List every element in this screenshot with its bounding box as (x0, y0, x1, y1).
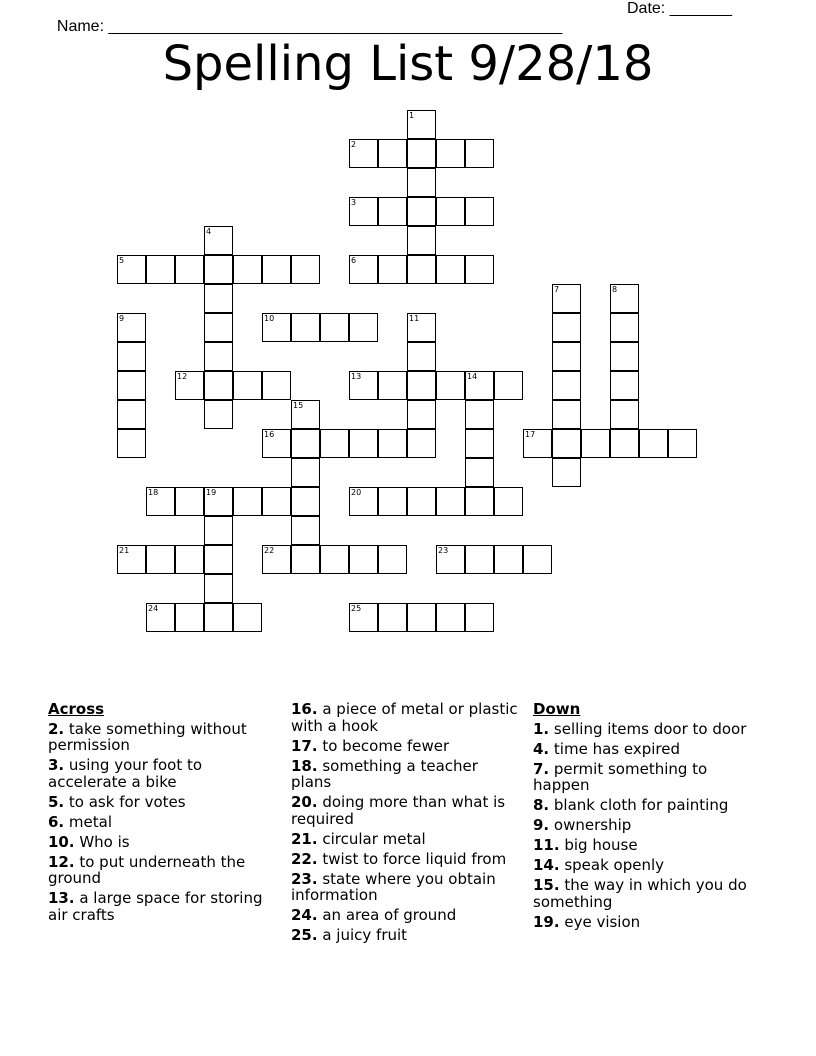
crossword-cell[interactable] (494, 371, 523, 400)
across-clue (48, 814, 273, 831)
crossword-cell[interactable] (204, 255, 233, 284)
crossword-cell[interactable] (291, 255, 320, 284)
clue-text: a large space for storing air crafts (48, 889, 263, 924)
clue-number: 21 (119, 546, 130, 555)
crossword-cell[interactable] (349, 429, 378, 458)
crossword-cell[interactable] (378, 139, 407, 168)
crossword-cell[interactable] (610, 429, 639, 458)
clue-number: 14 (467, 372, 478, 381)
clue-number-label: 16. (291, 700, 318, 718)
crossword-cell[interactable] (436, 487, 465, 516)
crossword-cell[interactable] (204, 545, 233, 574)
clue-number-label: 15. (533, 876, 560, 894)
down-clue (533, 721, 758, 738)
crossword-cell[interactable] (407, 313, 436, 342)
clue-text: using your foot to accelerate a bike (48, 756, 203, 791)
crossword-cell[interactable] (117, 313, 146, 342)
clue-number: 4 (206, 227, 212, 236)
crossword-cell[interactable] (320, 429, 349, 458)
crossword-cell[interactable] (175, 545, 204, 574)
crossword-cell[interactable] (407, 400, 436, 429)
across-clue (291, 794, 521, 827)
down-clue (533, 797, 758, 814)
crossword-cell[interactable] (291, 429, 320, 458)
crossword-cell[interactable] (349, 603, 378, 632)
clue-number: 24 (148, 604, 159, 613)
clue-number-label: 17. (291, 736, 318, 755)
clue-text: to ask for votes (64, 792, 186, 811)
crossword-cell[interactable] (668, 429, 697, 458)
clue-number-label: 3. (48, 756, 65, 774)
clue-number: 18 (148, 488, 159, 497)
crossword-cell[interactable] (436, 603, 465, 632)
crossword-cell[interactable] (146, 545, 175, 574)
crossword-cell[interactable] (204, 603, 233, 632)
crossword-cell[interactable] (291, 487, 320, 516)
clue-number-label: 25. (291, 926, 318, 944)
crossword-cell[interactable] (407, 139, 436, 168)
clue-number: 20 (351, 488, 362, 497)
crossword-cell[interactable] (407, 168, 436, 197)
clue-number: 15 (293, 401, 304, 410)
crossword-cell[interactable] (407, 603, 436, 632)
crossword-cell[interactable] (204, 342, 233, 371)
crossword-cell[interactable] (465, 371, 494, 400)
crossword-cell[interactable] (204, 400, 233, 429)
crossword-cell[interactable] (117, 545, 146, 574)
crossword-cell[interactable] (523, 429, 552, 458)
clue-text: eye vision (559, 912, 641, 931)
crossword-cell[interactable] (233, 371, 262, 400)
crossword-cell[interactable] (378, 371, 407, 400)
crossword-cell[interactable] (117, 371, 146, 400)
down-clue (533, 877, 758, 910)
clue-text: time has expired (549, 739, 680, 758)
clue-text: big house (559, 836, 638, 854)
clue-text: an area of ground (317, 906, 457, 924)
across-clue (48, 854, 273, 887)
crossword-cell[interactable] (204, 516, 233, 545)
clue-number: 23 (438, 546, 449, 555)
crossword-cell[interactable] (291, 458, 320, 487)
down-clue (533, 761, 758, 794)
crossword-cell[interactable] (204, 313, 233, 342)
across-heading: Across (48, 700, 105, 718)
crossword-cell[interactable] (465, 603, 494, 632)
across-clue (48, 890, 273, 923)
crossword-cell[interactable] (610, 371, 639, 400)
crossword-cell[interactable] (465, 487, 494, 516)
crossword-cell[interactable] (407, 487, 436, 516)
crossword-cell[interactable] (378, 487, 407, 516)
crossword-cell[interactable] (407, 226, 436, 255)
crossword-cell[interactable] (349, 313, 378, 342)
crossword-cell[interactable] (639, 429, 668, 458)
clue-number-label: 22. (291, 849, 318, 868)
clue-text: metal (64, 812, 112, 831)
clue-number-label: 7. (533, 759, 550, 778)
across-clues-column-1 (48, 701, 273, 927)
across-clues-column-2 (291, 701, 521, 947)
clue-number-label: 10. (48, 832, 75, 851)
crossword-cell[interactable] (407, 429, 436, 458)
crossword-cell[interactable] (465, 139, 494, 168)
crossword-cell[interactable] (465, 255, 494, 284)
crossword-cell[interactable] (436, 139, 465, 168)
crossword-cell[interactable] (552, 342, 581, 371)
crossword-cell[interactable] (436, 255, 465, 284)
crossword-cell[interactable] (465, 197, 494, 226)
crossword-cell[interactable] (291, 545, 320, 574)
clue-text: a juicy fruit (317, 926, 408, 944)
crossword-cell[interactable] (146, 487, 175, 516)
across-clue (48, 834, 273, 851)
crossword-cell[interactable] (175, 255, 204, 284)
clue-text: something a teacher plans (291, 756, 478, 791)
clue-text: ownership (549, 816, 632, 834)
crossword-cell[interactable] (552, 284, 581, 313)
crossword-cell[interactable] (117, 342, 146, 371)
clue-number-label: 23. (291, 869, 318, 888)
clue-number-label: 6. (48, 812, 65, 831)
clue-number-label: 5. (48, 792, 65, 811)
crossword-cell[interactable] (175, 371, 204, 400)
crossword-cell[interactable] (204, 226, 233, 255)
clue-number-label: 8. (533, 796, 550, 814)
crossword-cell[interactable] (175, 603, 204, 632)
crossword-cell[interactable] (378, 197, 407, 226)
across-clue (48, 794, 273, 811)
clue-number: 11 (409, 314, 420, 323)
crossword-cell[interactable] (349, 255, 378, 284)
clue-number: 13 (351, 372, 362, 381)
clue-number: 19 (206, 488, 217, 497)
crossword-cell[interactable] (349, 197, 378, 226)
crossword-cell[interactable] (262, 429, 291, 458)
crossword-cell[interactable] (233, 487, 262, 516)
clue-number-label: 18. (291, 756, 318, 775)
clue-number-label: 4. (533, 739, 550, 758)
down-clue (533, 914, 758, 931)
clue-number-label: 2. (48, 719, 65, 738)
clue-text: selling items door to door (549, 719, 747, 738)
across-clue (291, 738, 521, 755)
crossword-cell[interactable] (349, 139, 378, 168)
date-field-label: Date: _______ (627, 0, 732, 17)
crossword-cell[interactable] (610, 342, 639, 371)
crossword-cell[interactable] (465, 400, 494, 429)
clue-number-label: 1. (533, 719, 550, 738)
across-clue (291, 758, 521, 791)
name-field-label: Name: ___________________________________________________ (56, 18, 563, 35)
across-clue (291, 701, 521, 734)
crossword-cell[interactable] (349, 545, 378, 574)
crossword-cell[interactable] (407, 255, 436, 284)
crossword-cell[interactable] (291, 516, 320, 545)
clue-number: 10 (264, 314, 275, 323)
crossword-cell[interactable] (436, 545, 465, 574)
crossword-cell[interactable] (204, 371, 233, 400)
clue-number: 6 (351, 256, 357, 265)
clue-text: blank cloth for painting (549, 796, 729, 814)
crossword-cell[interactable] (262, 255, 291, 284)
crossword-cell[interactable] (349, 487, 378, 516)
crossword-cell[interactable] (552, 458, 581, 487)
crossword-cell[interactable] (465, 458, 494, 487)
clue-number-label: 13. (48, 889, 75, 907)
crossword-cell[interactable] (378, 255, 407, 284)
crossword-cell[interactable] (523, 545, 552, 574)
crossword-cell[interactable] (117, 400, 146, 429)
across-clue (291, 871, 521, 904)
crossword-cell[interactable] (146, 603, 175, 632)
crossword-cell[interactable] (407, 342, 436, 371)
crossword-cell[interactable] (117, 429, 146, 458)
crossword-cell[interactable] (349, 371, 378, 400)
clue-number-label: 11. (533, 836, 560, 854)
crossword-cell[interactable] (262, 313, 291, 342)
crossword-cell[interactable] (291, 400, 320, 429)
crossword-cell[interactable] (610, 400, 639, 429)
clue-text: to put underneath the ground (48, 852, 246, 887)
clue-text: the way in which you do something (533, 876, 747, 911)
crossword-cell[interactable] (552, 429, 581, 458)
crossword-cell[interactable] (262, 545, 291, 574)
down-heading: Down (533, 700, 581, 718)
clue-text: a piece of metal or plastic with a hook (291, 700, 518, 735)
across-clue (48, 721, 273, 754)
clue-text: circular metal (317, 829, 426, 848)
clue-text: to become fewer (317, 736, 450, 755)
crossword-cell[interactable] (407, 371, 436, 400)
across-clue (291, 831, 521, 848)
clue-number: 2 (351, 140, 357, 149)
clue-number-label: 12. (48, 852, 75, 871)
crossword-cell[interactable] (117, 255, 146, 284)
clue-number: 22 (264, 546, 275, 555)
clue-text: state where you obtain information (291, 869, 496, 904)
crossword-cell[interactable] (552, 313, 581, 342)
clue-number: 8 (612, 285, 618, 294)
crossword-cell[interactable] (320, 545, 349, 574)
crossword-cell[interactable] (407, 110, 436, 139)
clue-number: 3 (351, 198, 357, 207)
crossword-cell[interactable] (320, 313, 349, 342)
clue-number-label: 19. (533, 912, 560, 931)
crossword-cell[interactable] (233, 603, 262, 632)
clue-number: 7 (554, 285, 560, 294)
crossword-cell[interactable] (378, 603, 407, 632)
crossword-cell[interactable] (552, 371, 581, 400)
clue-number-label: 24. (291, 906, 318, 924)
crossword-cell[interactable] (610, 284, 639, 313)
crossword-cell[interactable] (378, 429, 407, 458)
crossword-cell[interactable] (204, 574, 233, 603)
across-clue (291, 851, 521, 868)
down-clue (533, 837, 758, 854)
crossword-cell[interactable] (552, 400, 581, 429)
across-clue (291, 907, 521, 924)
crossword-cell[interactable] (262, 371, 291, 400)
crossword-cell[interactable] (291, 313, 320, 342)
clue-text: doing more than what is required (291, 793, 506, 828)
down-clue (533, 817, 758, 834)
across-clue (291, 927, 521, 944)
clue-text: speak openly (559, 856, 665, 874)
crossword-cell[interactable] (494, 545, 523, 574)
crossword-cell[interactable] (407, 197, 436, 226)
crossword-cell[interactable] (436, 371, 465, 400)
page-title: Spelling List 9/28/18 (162, 36, 654, 92)
clue-number: 12 (177, 372, 188, 381)
crossword-cell[interactable] (494, 487, 523, 516)
crossword-cell[interactable] (581, 429, 610, 458)
clue-number: 17 (525, 430, 536, 439)
clue-text: take something without permission (48, 719, 247, 754)
clue-text: Who is (74, 832, 130, 851)
clue-number-label: 20. (291, 793, 318, 811)
crossword-cell[interactable] (610, 313, 639, 342)
crossword-cell[interactable] (465, 545, 494, 574)
clue-text: twist to force liquid from (317, 849, 507, 868)
crossword-cell[interactable] (233, 255, 262, 284)
crossword-cell[interactable] (204, 284, 233, 313)
crossword-cell[interactable] (146, 255, 175, 284)
crossword-cell[interactable] (175, 487, 204, 516)
clue-number: 9 (119, 314, 125, 323)
clue-number: 25 (351, 604, 362, 613)
clue-number-label: 14. (533, 856, 560, 874)
crossword-cell[interactable] (204, 487, 233, 516)
crossword-cell[interactable] (262, 487, 291, 516)
crossword-cell[interactable] (465, 429, 494, 458)
clue-number-label: 21. (291, 829, 318, 848)
crossword-cell[interactable] (436, 197, 465, 226)
down-clues-column (533, 701, 758, 934)
down-clue (533, 741, 758, 758)
clue-number: 16 (264, 430, 275, 439)
crossword-cell[interactable] (378, 545, 407, 574)
clue-number: 5 (119, 256, 125, 265)
clue-text: permit something to happen (533, 759, 708, 794)
down-clue (533, 857, 758, 874)
across-clue (48, 757, 273, 790)
clue-number-label: 9. (533, 816, 550, 834)
clue-number: 1 (409, 111, 415, 120)
